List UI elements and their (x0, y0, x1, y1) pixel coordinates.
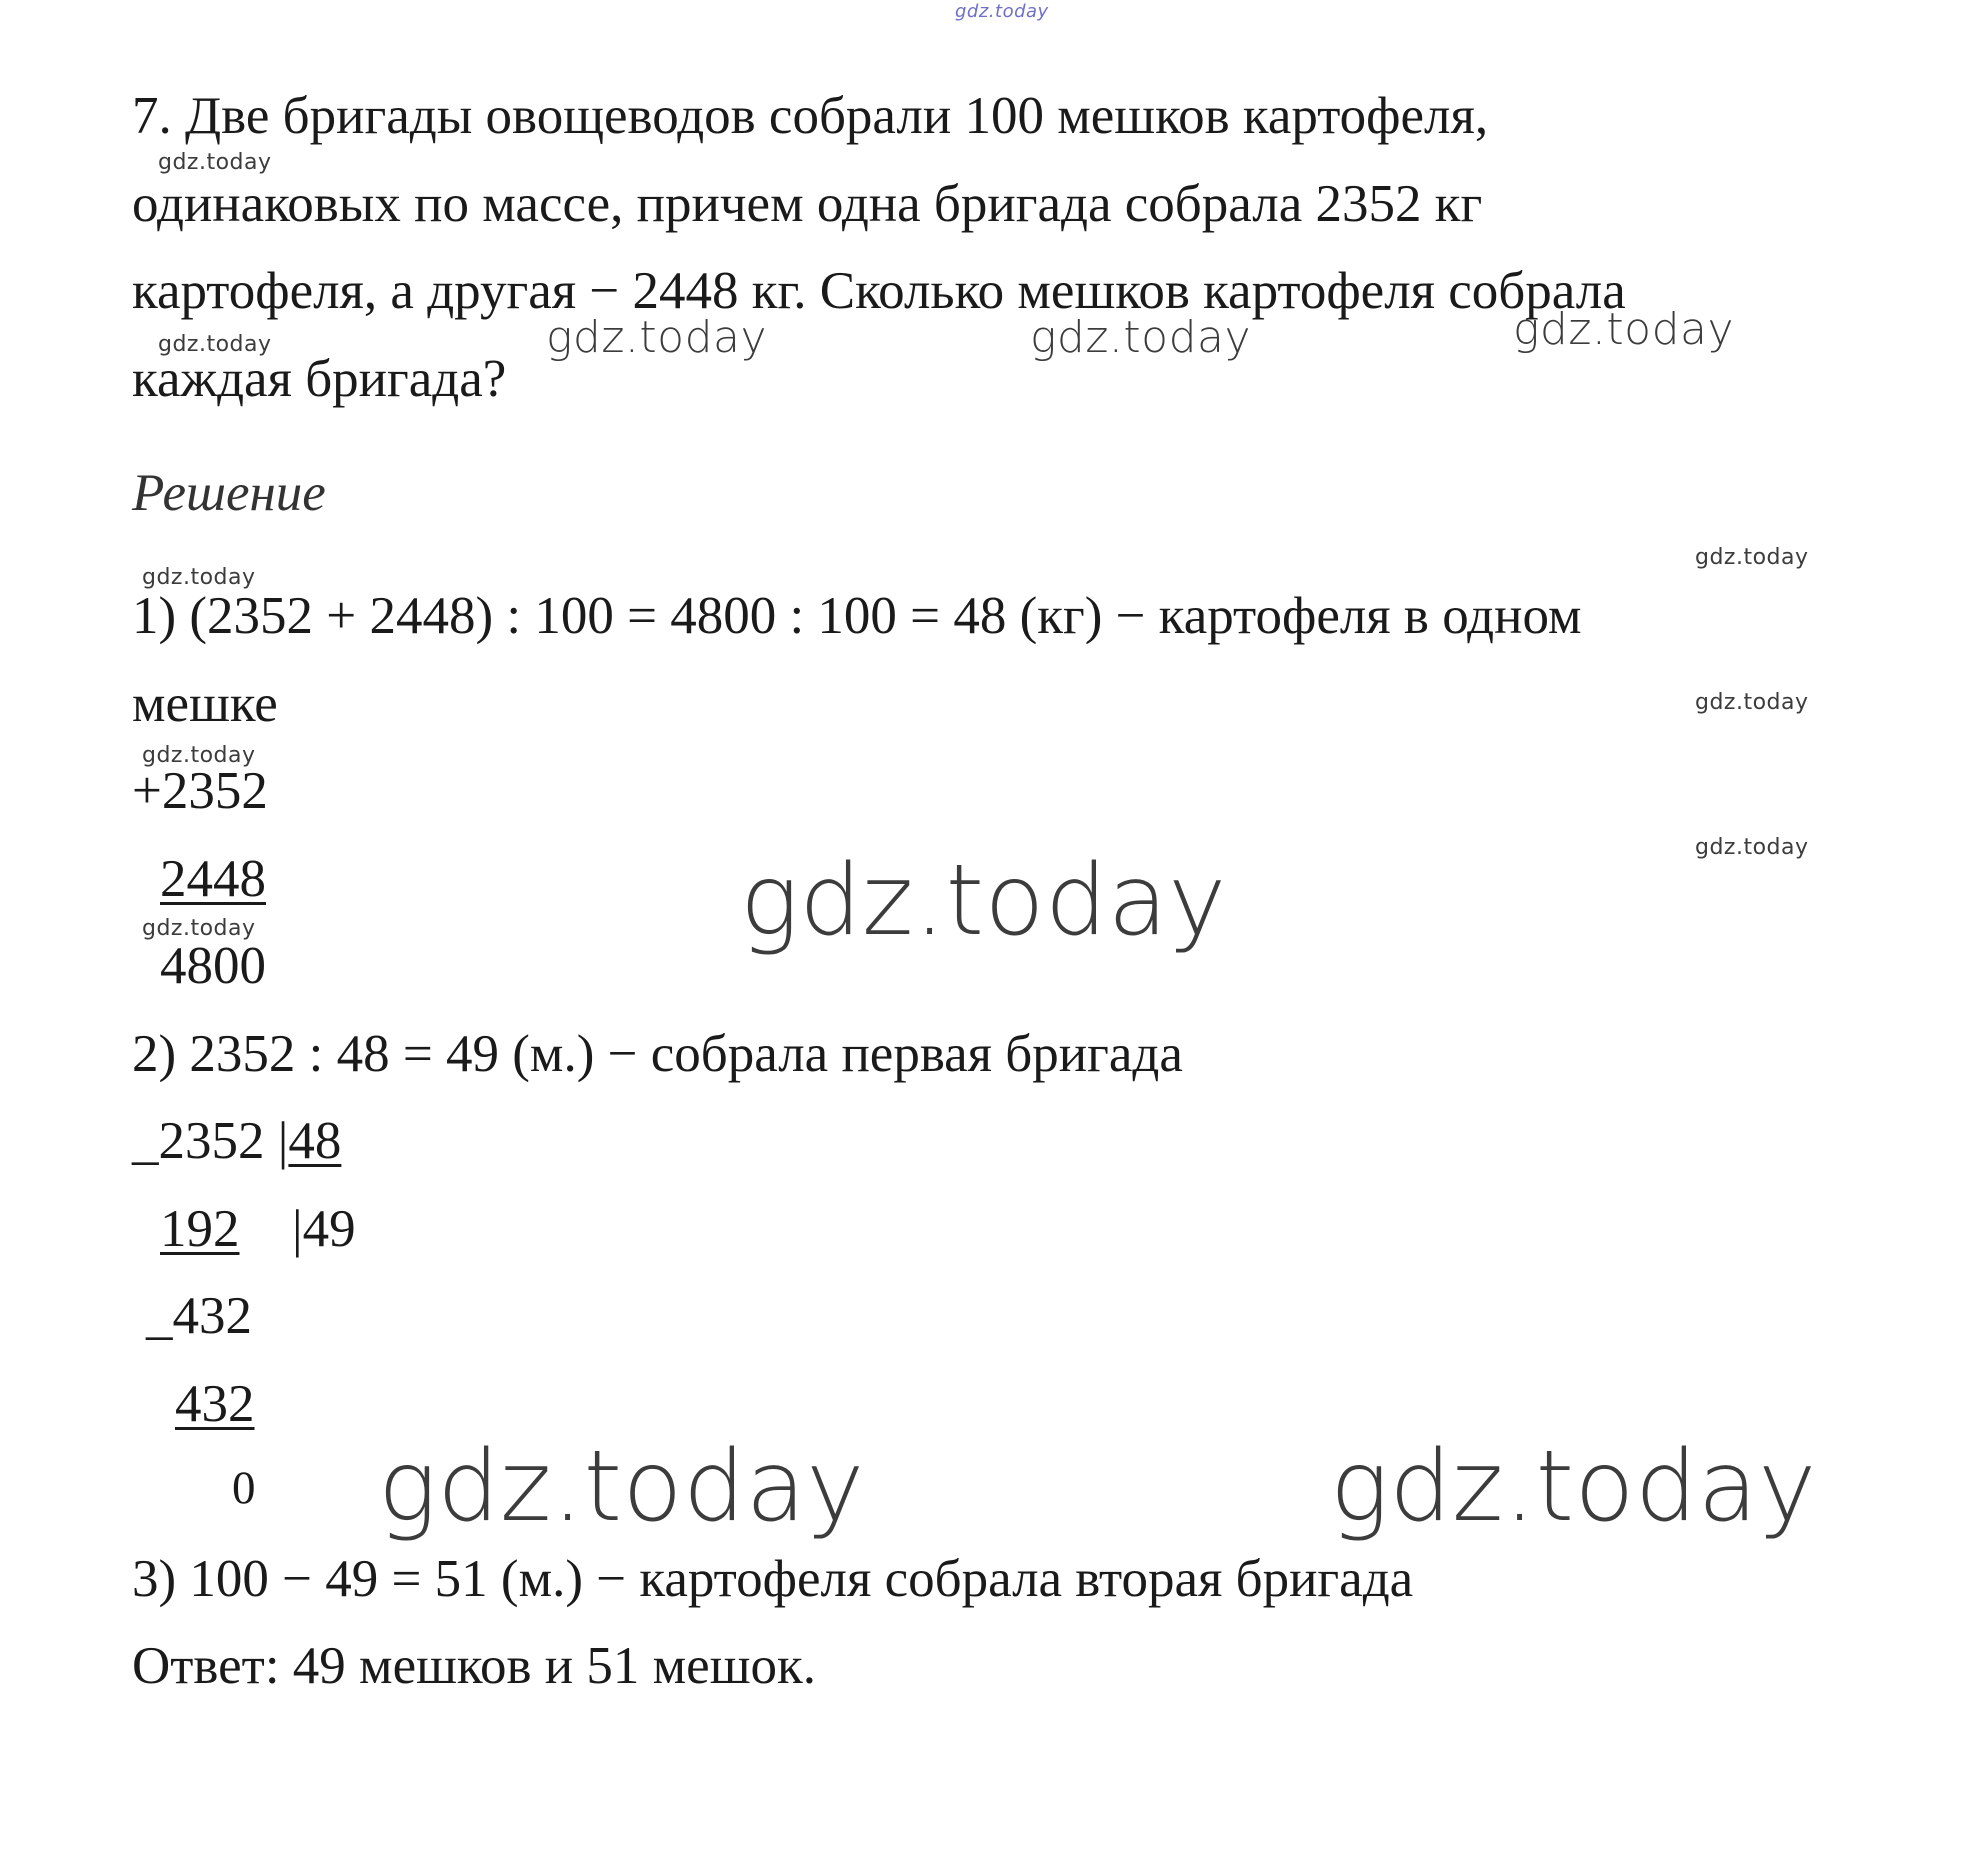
problem-line-3: картофеля, а другая − 2448 кг. Сколько мешков картофеля собрала (132, 262, 1626, 320)
solution-heading: Решение (132, 464, 326, 522)
division-remainder: 0 (232, 1462, 256, 1514)
watermark-small: gdz.today (1695, 835, 1809, 860)
division-partial-1: 192 (160, 1200, 240, 1258)
division-dividend-text: _2352 | (132, 1112, 289, 1170)
watermark-top: gdz.today (955, 1, 1049, 22)
watermark-small: gdz.today (158, 332, 272, 357)
answer-line: Ответ: 49 мешков и 51 мешок. (132, 1637, 817, 1695)
watermark-medium: gdz.today (546, 312, 768, 363)
watermark-small: gdz.today (142, 916, 256, 941)
division-partial-2: 432 (175, 1375, 255, 1433)
problem-line-1: 7. Две бригады овощеводов собрали 100 мешков картофеля, (132, 87, 1489, 145)
division-dividend (132, 1112, 342, 1170)
watermark-medium: gdz.today (1030, 312, 1252, 363)
watermark-large: gdz.today (378, 1430, 865, 1544)
watermark-large: gdz.today (740, 844, 1227, 958)
step1-line-2: мешке (132, 675, 278, 733)
addition-addend-1: +2352 (132, 762, 268, 820)
addition-addend-2: 2448 (160, 850, 266, 908)
step2-line: 2) 2352 : 48 = 49 (м.) − собрала первая бригада (132, 1025, 1183, 1083)
step1-line-1: 1) (2352 + 2448) : 100 = 4800 : 100 = 48 (кг) − картофеля в одном (132, 587, 1582, 645)
watermark-small: gdz.today (1695, 690, 1809, 715)
watermark-small: gdz.today (142, 743, 256, 768)
watermark-small: gdz.today (1695, 545, 1809, 570)
division-divisor: 48 (288, 1112, 342, 1170)
watermark-small: gdz.today (158, 150, 272, 175)
step3-line: 3) 100 − 49 = 51 (м.) − картофеля собрала вторая бригада (132, 1550, 1414, 1608)
division-quotient: |49 (292, 1200, 356, 1258)
problem-line-2: одинаковых по массе, причем одна бригада собрала 2352 кг (132, 175, 1483, 233)
watermark-small: gdz.today (142, 565, 256, 590)
watermark-large: gdz.today (1330, 1430, 1817, 1544)
division-remainder-line: _432 (146, 1287, 252, 1345)
addition-sum: 4800 (160, 937, 266, 995)
problem-line-4: каждая бригада? (132, 350, 507, 408)
watermark-medium: gdz.today (1513, 304, 1735, 355)
